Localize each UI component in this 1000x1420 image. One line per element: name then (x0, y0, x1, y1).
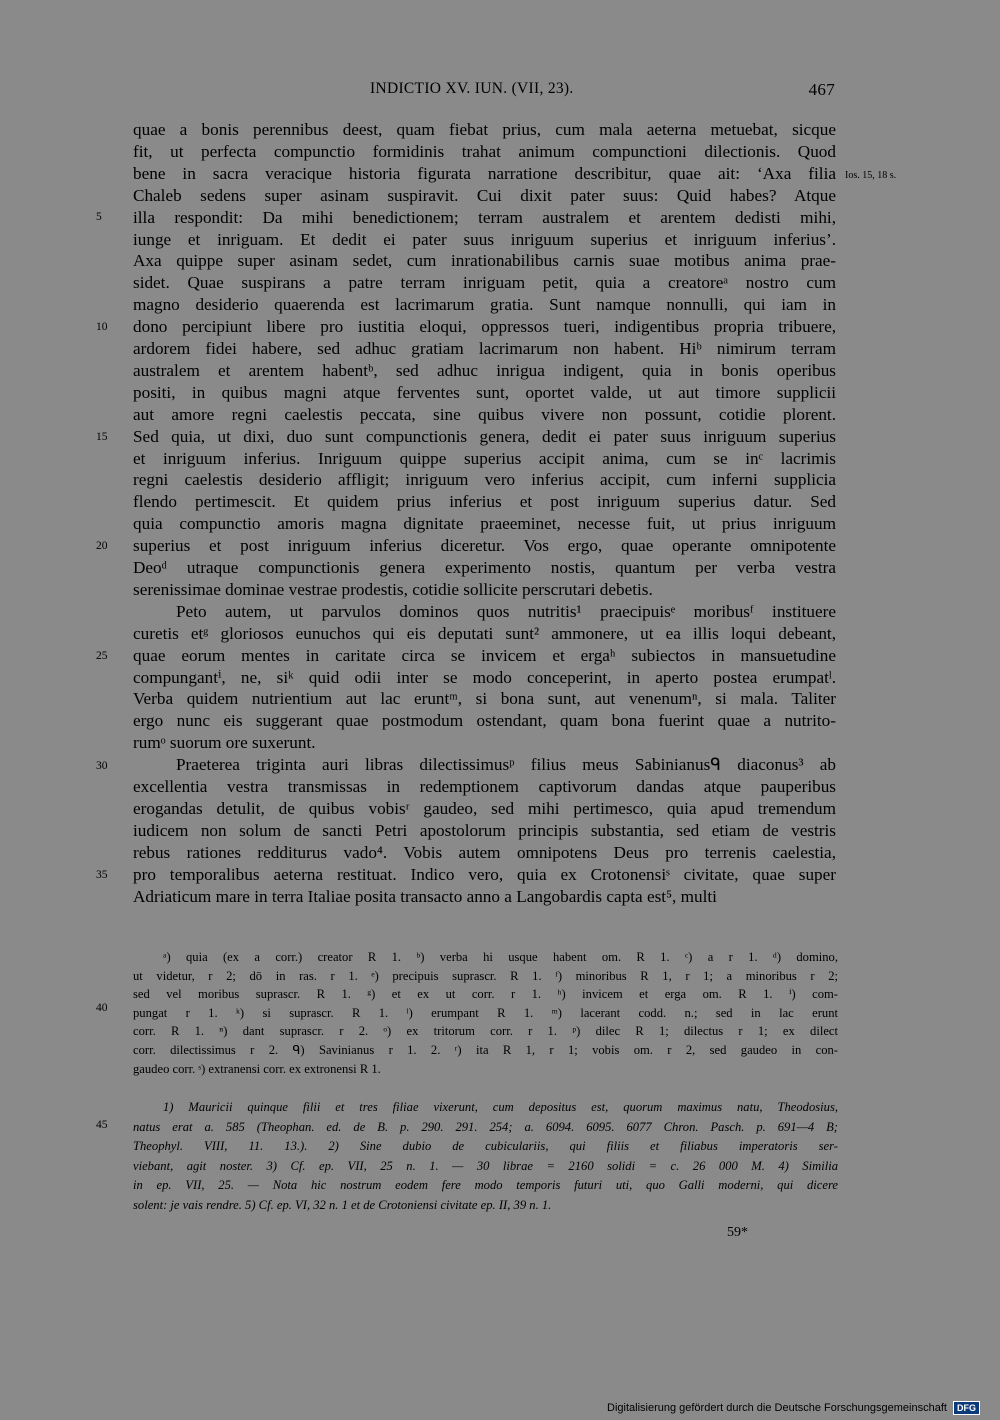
dfg-logo: DFG (953, 1401, 980, 1415)
text-line: serenissimae dominae vestrae prodestis, cotidie sollicite perscrutari debetis. (133, 579, 653, 599)
text-line: et inriguum inferius. Inriguum quippe superius accipit anima, cum se inᶜ lacrimis (133, 448, 836, 468)
apparatus-line: corr. R 1. ⁿ) dant suprascr. r 2. ᵒ) ex tritorum corr. r 1. ᵖ) dilec R 1; dilectus r 1; ex dilect (133, 1024, 838, 1039)
text-line: curetis etᵍ gloriosos eunuchos qui eis deputati sunt² ammonere, ut ea illis loqui debeant, (133, 623, 836, 643)
text-line: quae eorum mentes in caritate circa se invicem et ergaʰ subiectos in mansuetudine (133, 645, 836, 665)
text-line: rebus rationes redditurus vado⁴. Vobis autem omnipotens Deus pro terrenis caelestia, (133, 842, 836, 862)
text-line: ardorem fidei habere, sed adhuc gratiam lacrimarum non habent. Hiᵇ nimirum terram (133, 339, 836, 358)
text-line: Chaleb sedens super asinam suspiravit. Cui dixit pater suus: Quid habes? Atque (133, 185, 836, 205)
apparatus-line: sed vel moribus suprascr. R 1. ᵍ) et ex ut corr. r 1. ʰ) invicem et erga om. R 1. ⁱ) com- (133, 987, 838, 1002)
signature-mark: 59* (727, 1225, 748, 1240)
text-line: excellentia vestra transmissas in redemptionem captivorum dandas atque pauperibus (133, 777, 836, 796)
note-line: in ep. VII, 25. — Nota hic nostrum eodem fere modo temporis futuri uti, quo Galli moderni, qui dicere (133, 1178, 838, 1192)
line-number: 20 (96, 540, 108, 552)
footer-credit (607, 1401, 980, 1415)
text-line: quia compunctio amoris magna dignitate praeeminet, necesse fuit, ut prius inriguum (133, 514, 836, 534)
line-number: 5 (96, 211, 102, 223)
text-line: Praeterea triginta auri libras dilectissimusᵖ filius meus Sabinianusᑫ diaconus³ ab (176, 755, 836, 775)
page-number: 467 (808, 80, 835, 99)
text-line: pro temporalibus aeterna restituat. Indico vero, quia ex Crotonensiˢ civitate, quae super (133, 864, 836, 884)
line-number: 45 (96, 1119, 108, 1131)
text-line: Verba quidem nutrientium aut lac eruntᵐ, si bona sunt, aut venenumⁿ, si mala. Taliter (133, 689, 836, 709)
text-line: regni caelestis desiderio affligit; inriguum vero inferius accipit, cum inferni supplicia (133, 470, 836, 490)
text-line: aut amore regni caelestis peccata, sine quibus vivere non possunt, cotidie plorent. (133, 404, 836, 424)
apparatus-line: corr. dilectissimus r 2. ᑫ) Savinianus r 1. 2. ʳ) ita R 1, r 1; vobis om. r 2, sed gaudeo in con- (133, 1043, 838, 1057)
line-number: 25 (96, 650, 108, 662)
text-line: positi, in quibus magni atque ferventes sunt, oportet valde, ut aut timore supplicii (133, 382, 836, 402)
text-line: illa respondit: Da mihi benedictionem; terram australem et arentem dedisti mihi, (133, 207, 836, 227)
text-line: Peto autem, ut parvulos dominos quos nutritis¹ praecipuisᵉ moribusᶠ instituere (176, 601, 836, 621)
text-line: iudicem non solum de sancti Petri apostolorum principis substantia, sed etiam de vestris (133, 820, 836, 840)
note-line: Theophyl. VIII, 11. 13.). 2) Sine dubio de cubiculariis, qui filiis et filiabus imperatoris ser- (133, 1139, 838, 1153)
text-line: bene in sacra veracique historia figurata narratione describitur, quae ait: ‘Axa filia (133, 163, 836, 183)
text-line: dono percipiunt libere pro iustitia eloqui, oppressos tueri, indigentibus propria tribuere, (133, 317, 836, 337)
text-line: magno desiderio quaerenda est lacrimarum gratia. Sunt namque nonnulli, qui iam in (133, 295, 836, 315)
line-number: 10 (96, 321, 108, 333)
note-line: viebant, agit noster. 3) Cf. ep. VII, 25 n. 1. — 30 librae = 2160 solidi = c. 26 000 M. 4) Similia (133, 1158, 838, 1173)
text-line: compungantⁱ, ne, siᵏ quid odii inter se modo conceperint, in aperto postea erumpatˡ. (133, 667, 836, 687)
text-line: quae a bonis perennibus deest, quam fiebat prius, cum mala aeterna metuebat, sicque (133, 120, 836, 139)
line-number: 40 (96, 1002, 108, 1014)
footer-text: Digitalisierung gefördert durch die Deutsche Forschungsgemeinschaft (607, 1402, 947, 1414)
text-line: fit, ut perfecta compunctio formidinis trahat animum compunctioni dilectionis. Quod (133, 141, 836, 161)
text-line: erogandas detulit, de quibus vobisʳ gaudeo, sed mihi pertimesco, quia apud tremendum (133, 798, 836, 818)
apparatus-line: ut videtur, r 2; dō in ras. r 1. ᵉ) precipuis suprascr. R 1. ᶠ) minoribus R 1, r 1; a minoribus r 2; (133, 968, 838, 983)
note-line: natus erat a. 585 (Theophan. ed. de B. p. 290. 291. 254; a. 6094. 6095. 6077 Chron. Pasch. p. 691—4 B; (133, 1119, 838, 1134)
text-line: Deoᵈ utraque compunctionis genera experimento nostis, quantum per verba vestra (133, 558, 836, 577)
line-number: 35 (96, 869, 108, 881)
text-line: Axa quippe super asinam sedet, cum inrationabilibus carnis suae motibus anima prae- (133, 251, 836, 271)
apparatus-line: ᵃ) quia (ex a corr.) creator R 1. ᵇ) verba hi usque habent om. R 1. ᶜ) a r 1. ᵈ) domino, (163, 950, 838, 964)
text-line: iunge et inriguam. Et dedit ei pater suus inriguum superius et inriguum inferius’. (133, 229, 836, 249)
apparatus-line: gaudeo corr. ˢ) extranensi corr. ex extronensi R 1. (133, 1061, 381, 1076)
note-line: 1) Mauricii quinque filii et tres filiae vixerunt, cum depositus est, quorum maximus natu, Theodosius, (163, 1100, 838, 1114)
line-number: 15 (96, 431, 108, 443)
text-line: Sed quia, ut dixi, duo sunt compunctionis genera, dedit ei pater suus inriguum superius (133, 426, 836, 446)
text-line: Adriaticum mare in terra Italiae posita transacto anno a Langobardis capta est⁵, multi (133, 886, 717, 906)
running-title: INDICTIO XV. IUN. (VII, 23). (370, 80, 574, 97)
text-line: superius et post inriguum inferius diceretur. Vos ergo, quae operante omnipotente (133, 536, 836, 556)
note-line: solent: je vais rendre. 5) Cf. ep. VI, 32 n. 1 et de Crotoniensi civitate ep. II, 39 n. 1. (133, 1197, 552, 1212)
apparatus-line: pungat r 1. ᵏ) si suprascr. R 1. ˡ) erumpant R 1. ᵐ) lacerant codd. n.; sed in lac erunt (133, 1005, 838, 1020)
text-line: australem et arentem habentᵇ, sed adhuc inrigua indigent, quia in bonis operibus (133, 360, 836, 380)
text-line: sidet. Quae suspirans a patre terram inriguam petit, quia a creatoreᵃ nostro cum (133, 273, 836, 293)
margin-reference: Ios. 15, 18 s. (845, 170, 897, 181)
line-number: 30 (96, 760, 108, 772)
text-line: rumᵒ suorum ore suxerunt. (133, 733, 316, 753)
text-line: flendo pertimescit. Et quidem prius inferius et post inriguum superius datur. Sed (133, 492, 836, 512)
text-line: ergo nunc eis suggerant quae postmodum ostendant, quam bona fuerint quae a nutrito- (133, 711, 836, 731)
